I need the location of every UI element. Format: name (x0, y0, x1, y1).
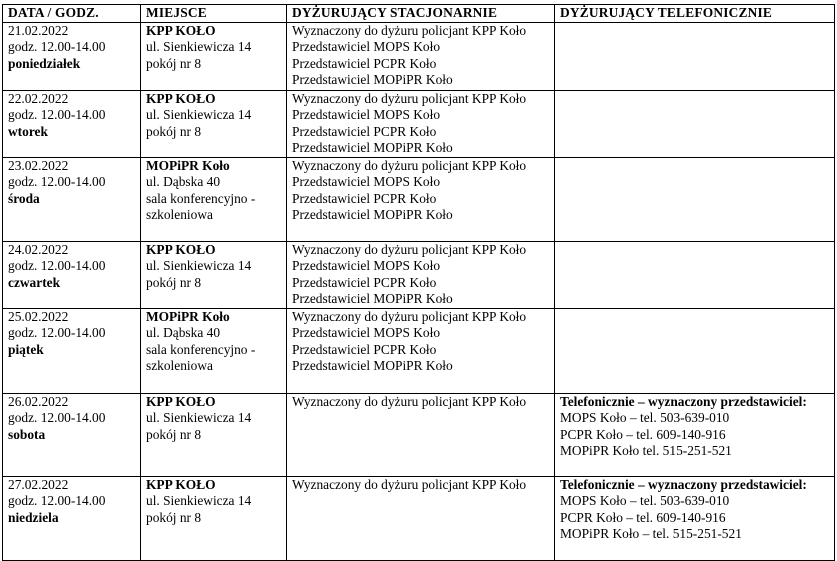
header-row (3, 5, 835, 23)
place-name: KPP KOŁO (146, 393, 216, 409)
hours: godz. 12.00-14.00 (8, 107, 106, 122)
stationary-line: Przedstawiciel MOPS Koło (292, 258, 441, 273)
header-phone: DYŻURUJĄCY TELEFONICZNIE (555, 5, 835, 23)
place-address: ul. Sienkiewicza 14 (146, 410, 252, 425)
phone-title: Telefonicznie – wyznaczony przedstawiciel: (560, 393, 807, 409)
place-name: KPP KOŁO (146, 476, 216, 492)
phone-line: MOPS Koło – tel. 503-639-010 (560, 410, 730, 425)
stationary-cell (287, 476, 555, 560)
date: 24.02.2022 (8, 241, 69, 257)
place-address: ul. Sienkiewicza 14 (146, 39, 252, 54)
stationary-line: Przedstawiciel MOPiPR Koło (292, 291, 453, 306)
place-room: pokój nr 8 (146, 426, 202, 442)
phone-cell (555, 393, 835, 476)
day-name: niedziela (8, 509, 59, 525)
place-room: pokój nr 8 (146, 509, 202, 525)
place-cell (141, 90, 287, 157)
date: 26.02.2022 (8, 393, 69, 409)
phone-line: MOPiPR Koło tel. 515-251-521 (560, 443, 732, 458)
stationary-line: Wyznaczony do dyżuru policjant KPP Koło (292, 241, 527, 257)
place-cell (141, 476, 287, 560)
phone-cell (555, 22, 835, 90)
stationary-cell (287, 157, 555, 241)
stationary-cell (287, 22, 555, 90)
place-cell (141, 157, 287, 241)
stationary-line: Przedstawiciel MOPiPR Koło (292, 358, 453, 373)
stationary-line: Przedstawiciel MOPS Koło (292, 39, 441, 54)
stationary-line: Przedstawiciel MOPiPR Koło (292, 72, 453, 87)
date: 22.02.2022 (8, 90, 69, 106)
day-name: sobota (8, 426, 46, 442)
place-cell (141, 241, 287, 308)
stationary-line: Wyznaczony do dyżuru policjant KPP Koło (292, 476, 527, 492)
place-address: ul. Dąbska 40 (146, 174, 221, 189)
table-row (3, 476, 835, 560)
place-name: KPP KOŁO (146, 241, 216, 257)
place-room: szkoleniowa (146, 207, 213, 222)
phone-cell (555, 241, 835, 308)
place-room: sala konferencyjno - (146, 190, 256, 206)
date-cell (3, 90, 141, 157)
day-name: poniedziałek (8, 55, 81, 71)
hours: godz. 12.00-14.00 (8, 174, 106, 189)
place-address: ul. Sienkiewicza 14 (146, 493, 252, 508)
stationary-line: Wyznaczony do dyżuru policjant KPP Koło (292, 22, 527, 38)
header-date: DATA / GODZ. (3, 5, 141, 23)
stationary-line: Przedstawiciel PCPR Koło (292, 55, 437, 71)
header-place: MIEJSCE (141, 5, 287, 23)
hours: godz. 12.00-14.00 (8, 258, 106, 273)
stationary-line: Wyznaczony do dyżuru policjant KPP Koło (292, 393, 527, 409)
date-cell (3, 22, 141, 90)
stationary-line: Wyznaczony do dyżuru policjant KPP Koło (292, 157, 527, 173)
phone-line: MOPS Koło – tel. 503-639-010 (560, 493, 730, 508)
place-room: pokój nr 8 (146, 55, 202, 71)
place-name: KPP KOŁO (146, 22, 216, 38)
day-name: wtorek (8, 123, 48, 139)
stationary-cell (287, 393, 555, 476)
place-cell (141, 393, 287, 476)
stationary-cell (287, 241, 555, 308)
place-address: ul. Dąbska 40 (146, 325, 221, 340)
date: 23.02.2022 (8, 157, 69, 173)
date-cell (3, 308, 141, 393)
place-address: ul. Sienkiewicza 14 (146, 258, 252, 273)
place-cell (141, 22, 287, 90)
duty-schedule-table (2, 4, 835, 561)
stationary-line: Przedstawiciel MOPS Koło (292, 107, 441, 122)
stationary-line: Przedstawiciel PCPR Koło (292, 274, 437, 290)
stationary-line: Przedstawiciel MOPiPR Koło (292, 207, 453, 222)
place-room: pokój nr 8 (146, 274, 202, 290)
phone-cell (555, 476, 835, 560)
hours: godz. 12.00-14.00 (8, 325, 106, 340)
place-cell (141, 308, 287, 393)
stationary-line: Wyznaczony do dyżuru policjant KPP Koło (292, 308, 527, 324)
place-address: ul. Sienkiewicza 14 (146, 107, 252, 122)
date-cell (3, 476, 141, 560)
place-room: pokój nr 8 (146, 123, 202, 139)
phone-cell (555, 90, 835, 157)
day-name: środa (8, 190, 40, 206)
header-stationary: DYŻURUJĄCY STACJONARNIE (287, 5, 555, 23)
phone-line: PCPR Koło – tel. 609-140-916 (560, 426, 726, 442)
day-name: piątek (8, 341, 44, 357)
phone-title: Telefonicznie – wyznaczony przedstawiciel: (560, 476, 807, 492)
date: 21.02.2022 (8, 22, 69, 38)
stationary-line: Przedstawiciel PCPR Koło (292, 123, 437, 139)
stationary-line: Przedstawiciel PCPR Koło (292, 190, 437, 206)
table-row (3, 393, 835, 476)
phone-line: MOPiPR Koło – tel. 515-251-521 (560, 526, 742, 541)
hours: godz. 12.00-14.00 (8, 410, 106, 425)
stationary-line: Przedstawiciel PCPR Koło (292, 341, 437, 357)
phone-cell (555, 157, 835, 241)
phone-cell (555, 308, 835, 393)
place-room: szkoleniowa (146, 358, 213, 373)
stationary-line: Wyznaczony do dyżuru policjant KPP Koło (292, 90, 527, 106)
day-name: czwartek (8, 274, 61, 290)
stationary-line: Przedstawiciel MOPS Koło (292, 174, 441, 189)
hours: godz. 12.00-14.00 (8, 493, 106, 508)
date: 25.02.2022 (8, 308, 69, 324)
table-row (3, 241, 835, 308)
date: 27.02.2022 (8, 476, 69, 492)
table-row (3, 157, 835, 241)
phone-line: PCPR Koło – tel. 609-140-916 (560, 509, 726, 525)
date-cell (3, 241, 141, 308)
stationary-cell (287, 308, 555, 393)
table-row (3, 22, 835, 90)
stationary-line: Przedstawiciel MOPiPR Koło (292, 140, 453, 155)
date-cell (3, 157, 141, 241)
place-room: sala konferencyjno - (146, 341, 256, 357)
stationary-line: Przedstawiciel MOPS Koło (292, 325, 441, 340)
place-name: KPP KOŁO (146, 90, 216, 106)
table-row (3, 90, 835, 157)
date-cell (3, 393, 141, 476)
place-name: MOPiPR Koło (146, 308, 230, 324)
place-name: MOPiPR Koło (146, 157, 230, 173)
hours: godz. 12.00-14.00 (8, 39, 106, 54)
table-row (3, 308, 835, 393)
stationary-cell (287, 90, 555, 157)
